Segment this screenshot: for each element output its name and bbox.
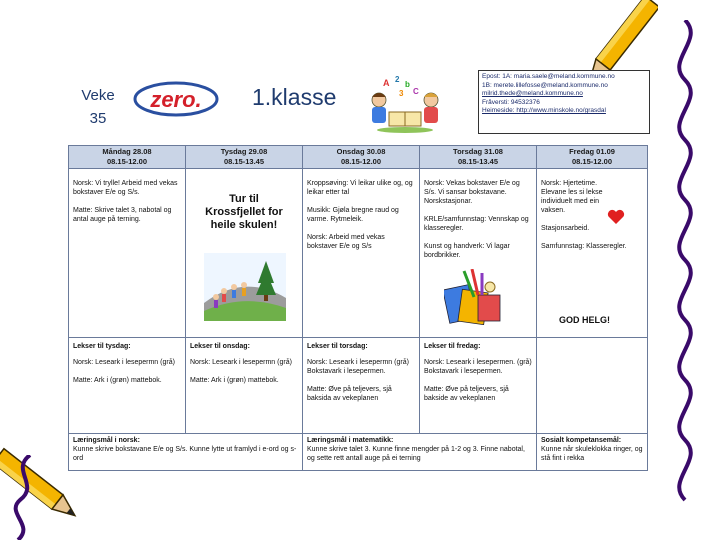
svg-text:3: 3: [399, 89, 404, 98]
homework-norsk: Norsk: Leseark i lesepermn (grå): [73, 359, 175, 366]
homework-matte: Matte: Ark i (grøn) mattebok.: [190, 377, 279, 384]
heart-icon: [607, 209, 625, 225]
contact-phone: Fråversti: 94532376: [482, 98, 540, 106]
page-title: 1.klasse: [252, 84, 337, 110]
day-time: 08.15-12.00: [106, 157, 148, 166]
homework-matte: Matte: Øve på teljevers, sjå baksida av vekeplanen: [307, 386, 392, 402]
school-supplies-icon: [444, 269, 504, 325]
homework-matte: Matte: Øve på teljevers, sjå bakside av vekeplanen: [424, 386, 509, 402]
activity-text: KRLE/samfunnstag: Vennskap og klasseregler.: [424, 216, 529, 232]
day-time: 08.15-12.00: [340, 157, 382, 166]
day-time: 08.15-13.45: [457, 157, 499, 166]
week-label: [74, 84, 122, 130]
activity-text: Kunst og handverk: Vi lagar bordbrikker.: [424, 243, 510, 259]
homework-title: Lekser til torsdag:: [307, 343, 368, 350]
day-header-thursday: [420, 146, 537, 168]
homework-title: Lekser til tysdag:: [73, 343, 131, 350]
trip-announcement: Tur til Krossfjellet for heile skulen!: [205, 193, 283, 231]
day-name: Måndag 28.08: [102, 147, 152, 156]
goal-text: Kunne når skuleklokka ringer, og stå fint i rekka: [541, 446, 643, 462]
wednesday-activities: [303, 168, 420, 337]
homework-title: Lekser til onsdag:: [190, 343, 250, 350]
homework-empty: [537, 337, 647, 433]
day-name: Torsdag 31.08: [453, 147, 503, 156]
contact-homepage: Heimeside: http://www.minskole.no/grasdal: [482, 107, 606, 114]
day-name: Onsdag 30.08: [336, 147, 386, 156]
hiking-illustration: [204, 253, 286, 321]
monday-activities: [69, 168, 186, 337]
day-name: Tysdag 29.08: [220, 147, 268, 156]
activity-text: Samfunnstag: Klasseregler.: [541, 243, 627, 250]
homework-wednesday: [186, 337, 303, 433]
zero-logo: [133, 80, 219, 118]
homework-friday: [420, 337, 537, 433]
decorative-squiggle-left: [0, 455, 40, 540]
activity-text: Norsk: Hjertetime. Elevane les si lekse individuelt med ein vaksen.: [541, 180, 603, 214]
homework-norsk: Norsk: Leseark i lesepermn (grå): [190, 359, 292, 366]
goal-title: Læringsmål i norsk:: [73, 437, 140, 444]
homework-thursday: [303, 337, 420, 433]
activity-text: Musikk: Gjøla bregne raud og varme. Rytmeleik.: [307, 207, 399, 223]
goal-norsk: [69, 433, 303, 470]
homework-matte: Matte: Ark i (grøn) mattebok.: [73, 377, 162, 384]
week-number: 35: [89, 110, 107, 127]
homework-title: Lekser til fredag:: [424, 343, 481, 350]
activity-text: Kroppsøving: Vi leikar ulike og, og leikar etter tal: [307, 180, 413, 196]
svg-text:2: 2: [395, 75, 400, 84]
homework-norsk: Norsk: Leseark i lesepermen. (grå) Bokstavark i lesepermen.: [424, 359, 532, 375]
activity-text: Matte: Skrive talet 3, nabotal og antal auge på terning.: [73, 207, 172, 223]
homework-tuesday: [69, 337, 186, 433]
svg-text:A: A: [383, 78, 390, 88]
svg-text:b: b: [405, 80, 410, 89]
contact-email-3: milrid.thede@meland.kommune.no: [482, 90, 583, 97]
goal-text: Kunne skrive bokstavane E/e og S/s. Kunne lytte ut framlyd i e-ord og s-ord: [73, 446, 297, 462]
day-name: Fredag 01.09: [569, 147, 615, 156]
contact-email: Epost: 1A: maria.saele@meland.kommune.no: [482, 73, 615, 80]
activity-text: Norsk: Arbeid med vekas bokstaver E/e og S/s: [307, 234, 385, 250]
decorative-squiggle-right: [660, 20, 710, 520]
day-header-monday: [69, 146, 186, 168]
thursday-activities: [420, 168, 537, 337]
goal-text: Kunne skrive talet 3. Kunne finne mengder på 1-2 og 3. Finne nabotal, og sette rett antall auge på ei terning: [307, 446, 525, 462]
friday-activities: [537, 168, 647, 337]
goal-title: Sosialt kompetansemål:: [541, 437, 622, 444]
day-time: 08.15-13.45: [223, 157, 265, 166]
activity-text: Stasjonsarbeid.: [541, 225, 590, 232]
homework-norsk: Norsk: Leseark i lesepermn (grå) Bokstavark i lesepermen.: [307, 359, 409, 375]
weekend-greeting: GOD HELG!: [559, 315, 610, 325]
contact-email-2: 1B: merete.lillefosse@meland.kommune.no: [482, 81, 608, 89]
goal-matte: [303, 433, 537, 470]
goal-title: Læringsmål i matematikk:: [307, 437, 394, 444]
day-header-wednesday: [303, 146, 420, 168]
kids-reading-icon: [365, 72, 445, 134]
week-plan-table: [68, 145, 648, 471]
zero-logo-text: zero.: [150, 87, 202, 112]
day-header-tuesday: [186, 146, 303, 168]
day-header-friday: [537, 146, 647, 168]
activity-text: Norsk: Vi trylle! Arbeid med vekas bokstaver E/e og S/s.: [73, 180, 178, 196]
tuesday-activities: [186, 168, 303, 337]
goal-sosial: [537, 433, 647, 470]
activity-text: Norsk: Vekas bokstaver E/e og S/s. Vi sansar bokstavane. Norskstasjonar.: [424, 180, 520, 205]
svg-text:C: C: [413, 87, 419, 96]
contact-box: [478, 70, 650, 134]
week-label-text: Veke: [81, 87, 115, 104]
day-time: 08.15-12.00: [571, 157, 613, 166]
